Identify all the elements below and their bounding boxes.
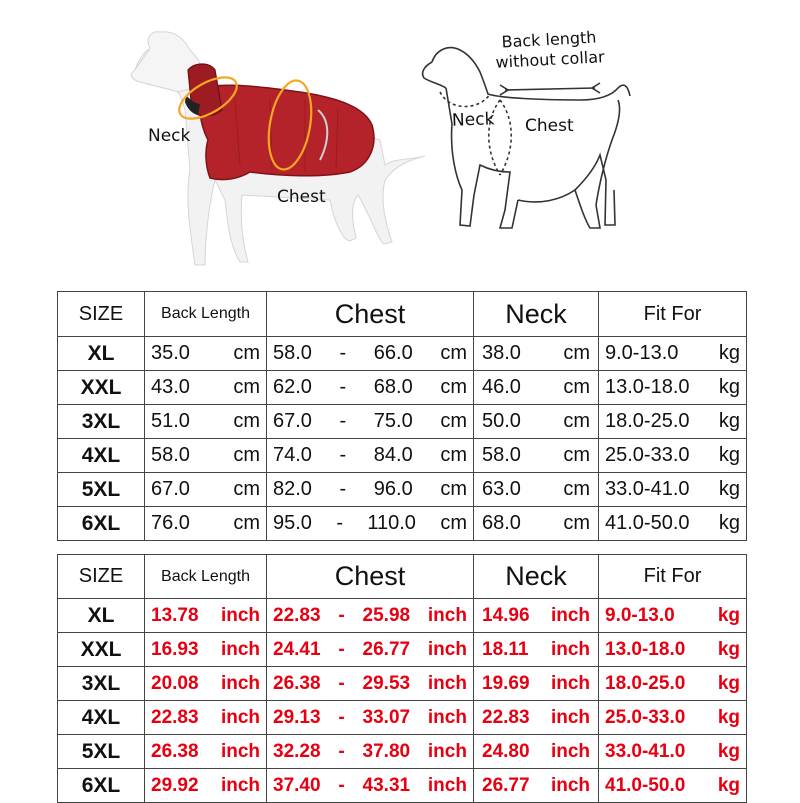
- size-cell: XXL: [58, 633, 145, 667]
- back-length-unit: inch: [220, 774, 260, 796]
- chest-max-value: 66.0: [373, 342, 413, 364]
- fit-for-cell: [599, 701, 747, 735]
- chest-value-group: [267, 605, 473, 627]
- chest-cell: [267, 701, 474, 735]
- neck-cell: [474, 405, 599, 439]
- table-row: [58, 769, 747, 803]
- back-length-value: 26.38: [151, 740, 199, 762]
- dog-mannequin-photo: [131, 32, 425, 265]
- fit-for-value: 9.0-13.0: [605, 342, 679, 364]
- back-length-cell: [145, 507, 267, 541]
- table-row: [58, 735, 747, 769]
- size-cell: 4XL: [58, 439, 145, 473]
- back-length-unit: inch: [220, 638, 260, 660]
- fit-for-cell: [599, 405, 747, 439]
- size-cell: XXL: [58, 371, 145, 405]
- back-length-cell: [145, 337, 267, 371]
- neck-value-group: [474, 376, 598, 399]
- chest-max-value: 29.53: [362, 672, 411, 694]
- back-length-unit: cm: [233, 512, 260, 534]
- chest-min-value: 62.0: [273, 376, 312, 398]
- back-length-value-group: [145, 410, 266, 433]
- chest-value-group: [267, 512, 473, 535]
- chest-unit: cm: [440, 342, 467, 364]
- chest-max-value: 75.0: [373, 410, 413, 432]
- back-length-cell: [145, 633, 267, 667]
- chest-unit: inch: [427, 672, 467, 694]
- chest-min-value: 95.0: [273, 512, 312, 534]
- fit-for-value-group: [599, 444, 746, 467]
- chest-max-value: 84.0: [373, 444, 413, 466]
- back-length-cell: [145, 701, 267, 735]
- back-length-value-group: [145, 444, 266, 467]
- fit-for-value: 9.0-13.0: [605, 604, 675, 626]
- header-size: SIZE: [58, 292, 145, 337]
- neck-cell: [474, 633, 599, 667]
- chest-min-value: 26.38: [273, 672, 321, 694]
- table-row: [58, 473, 747, 507]
- neck-cell: [474, 507, 599, 541]
- neck-unit: cm: [563, 478, 590, 500]
- neck-cell: [474, 701, 599, 735]
- chest-max-value: 37.80: [362, 740, 411, 762]
- neck-unit: inch: [550, 672, 590, 694]
- fit-for-cell: [599, 371, 747, 405]
- chest-cell: [267, 769, 474, 803]
- table-spacer-row: [58, 541, 747, 555]
- size-cell: 3XL: [58, 405, 145, 439]
- chest-value-group: [267, 673, 473, 695]
- chest-value-group: [267, 478, 473, 501]
- chest-max-value: 110.0: [367, 512, 416, 534]
- header-neck: Neck: [474, 555, 599, 599]
- back-length-value-group: [145, 478, 266, 501]
- back-length-value-group: [145, 707, 266, 729]
- dog-outline-diagram: [423, 48, 630, 228]
- back-length-unit: cm: [233, 376, 260, 398]
- chest-cell: [267, 439, 474, 473]
- illustration-area: [0, 0, 800, 285]
- chest-cell: [267, 405, 474, 439]
- table-header-row: [58, 292, 747, 337]
- chest-max-value: 33.07: [362, 706, 411, 728]
- back-length-value-group: [145, 512, 266, 535]
- back-length-value-group: [145, 376, 266, 399]
- back-length-value: 22.83: [151, 706, 199, 728]
- neck-cell: [474, 735, 599, 769]
- chest-range-dash: -: [338, 706, 345, 728]
- neck-value-group: [474, 639, 598, 661]
- chest-unit: cm: [440, 478, 467, 500]
- table-row: [58, 599, 747, 633]
- neck-label-left: Neck: [148, 126, 191, 146]
- neck-value: 19.69: [482, 672, 530, 694]
- chest-range-dash: -: [339, 376, 347, 398]
- neck-unit: cm: [563, 376, 590, 398]
- neck-value-group: [474, 707, 598, 729]
- fit-for-value-group: [599, 478, 746, 501]
- chest-max-value: 43.31: [362, 774, 411, 796]
- back-length-cell: [145, 599, 267, 633]
- chest-min-value: 32.28: [273, 740, 321, 762]
- fit-for-cell: [599, 337, 747, 371]
- chest-value-group: [267, 376, 473, 399]
- back-length-subtext: without collar: [495, 47, 606, 72]
- back-length-cell: [145, 405, 267, 439]
- back-length-value: 51.0: [151, 410, 190, 432]
- table-row: [58, 371, 747, 405]
- back-length-value-group: [145, 605, 266, 627]
- size-cell: 5XL: [58, 473, 145, 507]
- fit-for-cell: [599, 473, 747, 507]
- chest-min-value: 22.83: [273, 604, 321, 626]
- fit-for-cell: [599, 439, 747, 473]
- chest-range-dash: -: [338, 638, 345, 660]
- chest-label-right: Chest: [525, 116, 574, 136]
- back-length-value: 58.0: [151, 444, 190, 466]
- chest-min-value: 67.0: [273, 410, 312, 432]
- chest-range-dash: -: [339, 410, 347, 432]
- fit-for-cell: [599, 507, 747, 541]
- chest-cell: [267, 371, 474, 405]
- back-length-value: 13.78: [151, 604, 199, 626]
- chest-max-value: 96.0: [373, 478, 413, 500]
- chest-value-group: [267, 444, 473, 467]
- neck-cell: [474, 473, 599, 507]
- chest-cell: [267, 337, 474, 371]
- fit-for-unit: kg: [718, 444, 740, 466]
- dog-illustrations: [0, 0, 800, 285]
- neck-unit: cm: [563, 512, 590, 534]
- neck-value-group: [474, 410, 598, 433]
- chest-range-dash: -: [338, 774, 345, 796]
- fit-for-value-group: [599, 376, 746, 399]
- fit-for-unit: kg: [717, 672, 740, 694]
- neck-value: 14.96: [482, 604, 530, 626]
- back-length-cell: [145, 371, 267, 405]
- fit-for-unit: kg: [717, 774, 740, 796]
- neck-value-group: [474, 775, 598, 797]
- fit-for-value: 33.0-41.0: [605, 740, 686, 762]
- back-length-unit: inch: [220, 706, 260, 728]
- fit-for-cell: [599, 769, 747, 803]
- table-row: [58, 405, 747, 439]
- chest-cell: [267, 473, 474, 507]
- back-length-value: 35.0: [151, 342, 190, 364]
- chest-max-value: 25.98: [362, 604, 411, 626]
- size-cell: 5XL: [58, 735, 145, 769]
- chest-unit: cm: [440, 410, 467, 432]
- header-size: SIZE: [58, 555, 145, 599]
- fit-for-value: 41.0-50.0: [605, 774, 686, 796]
- neck-value: 24.80: [482, 740, 530, 762]
- neck-value-group: [474, 512, 598, 535]
- chest-unit: cm: [440, 444, 467, 466]
- header-neck: Neck: [474, 292, 599, 337]
- size-cell: XL: [58, 599, 145, 633]
- back-length-value: 67.0: [151, 478, 190, 500]
- neck-value: 63.0: [482, 478, 521, 500]
- back-length-label: [494, 27, 605, 73]
- neck-value: 68.0: [482, 512, 521, 534]
- back-length-text: Back length: [501, 27, 597, 52]
- fit-for-value-group: [599, 775, 746, 797]
- neck-value: 38.0: [482, 342, 521, 364]
- chest-min-value: 82.0: [273, 478, 312, 500]
- neck-cell: [474, 371, 599, 405]
- fit-for-value: 25.0-33.0: [605, 706, 686, 728]
- fit-for-unit: kg: [718, 410, 740, 432]
- neck-cell: [474, 667, 599, 701]
- back-length-unit: cm: [233, 342, 260, 364]
- table-header-row: [58, 555, 747, 599]
- back-length-value-group: [145, 775, 266, 797]
- chest-value-group: [267, 410, 473, 433]
- chest-unit: cm: [440, 512, 467, 534]
- header-chest: Chest: [267, 555, 474, 599]
- fit-for-cell: [599, 667, 747, 701]
- chest-value-group: [267, 741, 473, 763]
- chest-min-value: 58.0: [273, 342, 312, 364]
- header-fit-for: Fit For: [599, 555, 747, 599]
- back-length-value: 43.0: [151, 376, 190, 398]
- chest-min-value: 37.40: [273, 774, 321, 796]
- fit-for-value: 33.0-41.0: [605, 478, 690, 500]
- back-length-cell: [145, 769, 267, 803]
- chest-min-value: 74.0: [273, 444, 312, 466]
- chest-cell: [267, 507, 474, 541]
- size-table-inch: [57, 554, 747, 803]
- chest-max-value: 68.0: [373, 376, 413, 398]
- size-cell: 6XL: [58, 769, 145, 803]
- chest-range-dash: -: [336, 512, 343, 534]
- table-row: [58, 633, 747, 667]
- neck-cell: [474, 439, 599, 473]
- neck-value-group: [474, 342, 598, 365]
- fit-for-cell: [599, 633, 747, 667]
- fit-for-value-group: [599, 605, 746, 627]
- neck-value-group: [474, 605, 598, 627]
- neck-value: 22.83: [482, 706, 530, 728]
- fit-for-value-group: [599, 639, 746, 661]
- table-row: [58, 667, 747, 701]
- back-length-value-group: [145, 639, 266, 661]
- back-length-value: 29.92: [151, 774, 199, 796]
- fit-for-value: 25.0-33.0: [605, 444, 690, 466]
- back-length-cell: [145, 667, 267, 701]
- neck-value-group: [474, 478, 598, 501]
- back-length-cell: [145, 735, 267, 769]
- chest-range-dash: -: [339, 478, 347, 500]
- neck-cell: [474, 337, 599, 371]
- table-row: [58, 439, 747, 473]
- fit-for-unit: kg: [717, 638, 740, 660]
- back-length-value: 16.93: [151, 638, 199, 660]
- fit-for-unit: kg: [718, 478, 740, 500]
- table-row: [58, 337, 747, 371]
- chest-range-dash: -: [338, 672, 345, 694]
- chest-value-group: [267, 775, 473, 797]
- chest-cell: [267, 667, 474, 701]
- chest-cell: [267, 633, 474, 667]
- header-chest: Chest: [267, 292, 474, 337]
- chest-label-left: Chest: [277, 187, 326, 207]
- back-length-value: 76.0: [151, 512, 190, 534]
- back-length-unit: inch: [220, 672, 260, 694]
- neck-cell: [474, 599, 599, 633]
- chest-min-value: 29.13: [273, 706, 321, 728]
- back-length-cell: [145, 473, 267, 507]
- size-cell: XL: [58, 337, 145, 371]
- neck-label-right: Neck: [451, 109, 495, 131]
- chest-value-group: [267, 342, 473, 365]
- table-row: [58, 507, 747, 541]
- neck-value-group: [474, 444, 598, 467]
- chest-range-dash: -: [338, 740, 345, 762]
- back-length-value: 20.08: [151, 672, 199, 694]
- fit-for-unit: kg: [718, 342, 740, 364]
- back-length-value-group: [145, 342, 266, 365]
- chest-unit: inch: [427, 740, 467, 762]
- back-length-unit: cm: [233, 444, 260, 466]
- neck-value: 58.0: [482, 444, 521, 466]
- fit-for-unit: kg: [718, 376, 740, 398]
- back-length-unit: cm: [233, 410, 260, 432]
- size-table-cm: [57, 291, 747, 555]
- header-back-length: Back Length: [145, 292, 267, 337]
- neck-unit: inch: [550, 740, 590, 762]
- fit-for-unit: kg: [718, 512, 740, 534]
- neck-unit: inch: [550, 638, 590, 660]
- size-cell: 6XL: [58, 507, 145, 541]
- chest-cell: [267, 735, 474, 769]
- neck-value-group: [474, 741, 598, 763]
- neck-unit: cm: [563, 410, 590, 432]
- fit-for-value-group: [599, 707, 746, 729]
- chest-value-group: [267, 707, 473, 729]
- fit-for-value: 18.0-25.0: [605, 410, 690, 432]
- neck-value: 50.0: [482, 410, 521, 432]
- fit-for-unit: kg: [717, 740, 740, 762]
- neck-unit: cm: [563, 444, 590, 466]
- fit-for-value: 41.0-50.0: [605, 512, 690, 534]
- chest-max-value: 26.77: [362, 638, 411, 660]
- table-row: [58, 701, 747, 735]
- chest-value-group: [267, 639, 473, 661]
- fit-for-value: 18.0-25.0: [605, 672, 686, 694]
- back-length-unit: cm: [233, 478, 260, 500]
- chest-range-dash: -: [338, 604, 345, 626]
- chest-unit: inch: [427, 604, 467, 626]
- fit-for-value-group: [599, 741, 746, 763]
- fit-for-value-group: [599, 410, 746, 433]
- fit-for-value-group: [599, 673, 746, 695]
- back-length-unit: inch: [220, 604, 260, 626]
- fit-for-cell: [599, 735, 747, 769]
- size-cell: 3XL: [58, 667, 145, 701]
- chest-unit: inch: [427, 638, 467, 660]
- neck-value: 18.11: [482, 638, 529, 660]
- neck-unit: inch: [550, 706, 590, 728]
- neck-cell: [474, 769, 599, 803]
- size-cell: 4XL: [58, 701, 145, 735]
- neck-value-group: [474, 673, 598, 695]
- fit-for-unit: kg: [717, 604, 740, 626]
- neck-value: 46.0: [482, 376, 521, 398]
- back-length-unit: inch: [220, 740, 260, 762]
- header-fit-for: Fit For: [599, 292, 747, 337]
- neck-unit: inch: [550, 774, 590, 796]
- chest-unit: inch: [427, 774, 467, 796]
- back-length-value-group: [145, 741, 266, 763]
- fit-for-value-group: [599, 512, 746, 535]
- fit-for-value: 13.0-18.0: [605, 638, 686, 660]
- chest-unit: cm: [440, 376, 467, 398]
- chest-range-dash: -: [339, 342, 347, 364]
- neck-unit: cm: [563, 342, 590, 364]
- chest-unit: inch: [427, 706, 467, 728]
- chest-min-value: 24.41: [273, 638, 321, 660]
- neck-value: 26.77: [482, 774, 530, 796]
- header-back-length: Back Length: [145, 555, 267, 599]
- back-length-cell: [145, 439, 267, 473]
- fit-for-value: 13.0-18.0: [605, 376, 690, 398]
- chest-cell: [267, 599, 474, 633]
- back-length-value-group: [145, 673, 266, 695]
- fit-for-unit: kg: [717, 706, 740, 728]
- fit-for-value-group: [599, 342, 746, 365]
- chest-range-dash: -: [339, 444, 347, 466]
- neck-unit: inch: [550, 604, 590, 626]
- fit-for-cell: [599, 599, 747, 633]
